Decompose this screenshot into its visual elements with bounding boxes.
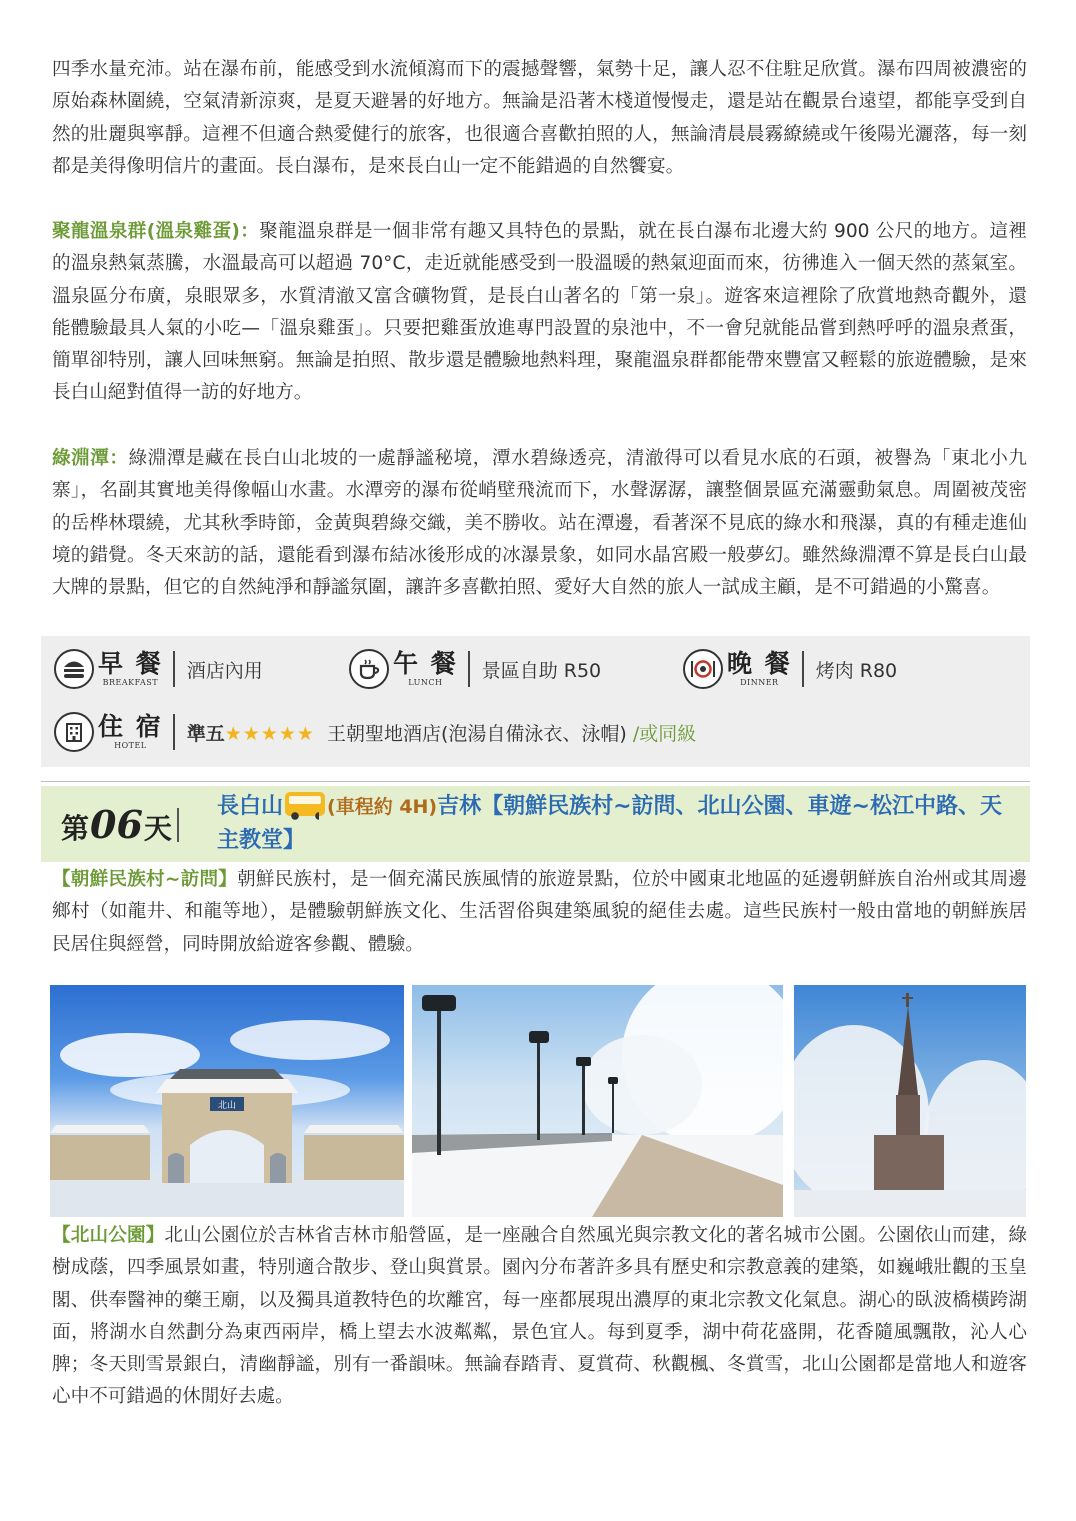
breakfast-value: 酒店內用 xyxy=(186,659,263,682)
gate-sign-text: 北山 xyxy=(217,1101,237,1111)
beishan-park-paragraph: 【北山公園】北山公園位於吉林省吉林市船營區，是一座融合自然風光與宗教文化的著名城市公園。公園依山而建，綠樹成蔭，四季風景如畫，特別適合散步、登山與賞景。園內分布著許多具有歷史和宗教意義的建築，如巍峨壯觀的玉皇閣、供奉醫神的藥王廟，以及獨具道教特色的坎離宮，每一座都展現出濃厚的東北宗教文化氣息。湖心的臥波橋橫跨湖面，將湖水自然劃分為東西兩岸，橋上望去水波粼粼，景色宜人。每到夏季，湖中荷花盛開，花香隨風飄散，沁人心脾；冬天則雪景銀白，清幽靜謐，別有一番韻味。無論春踏青、夏賞荷、秋觀楓、冬賞雪，北山公園都是當地人和遊客心中不可錯過的休閒好去處。 xyxy=(52,1225,1027,1408)
hotel-grade: 準五 xyxy=(186,722,225,745)
dinner-title: 晚 餐 xyxy=(727,649,792,678)
lunch-title: 午 餐 xyxy=(393,649,458,678)
breakfast-en: BREAKFAST xyxy=(102,678,159,687)
day-suffix: 天 xyxy=(143,812,172,845)
burger-icon xyxy=(54,649,94,689)
coffee-cup-icon xyxy=(349,649,389,689)
snowy-park-path-photo xyxy=(412,985,783,1217)
beishan-park-heading: 【北山公園】 xyxy=(52,1225,165,1246)
korean-village-heading: 【朝鮮民族村~訪問】 xyxy=(52,869,238,890)
day-number: 06 xyxy=(90,802,143,847)
green-pool-heading: 綠淵潭： xyxy=(52,448,129,469)
day-divider xyxy=(177,808,179,842)
lunch-item xyxy=(349,649,601,689)
hotel-item xyxy=(54,712,696,752)
day-title-rest: 吉林【朝鮮民族村~訪問、北山公園、車遊~松江中路、天主教堂】 xyxy=(217,794,1002,853)
bus-icon xyxy=(285,792,325,816)
korean-village-paragraph: 【朝鮮民族村~訪問】朝鮮民族村，是一個充滿民族風情的旅遊景點，位於中國東北地區的延邊朝鮮族自治州或其周邊鄉村（如龍井、和龍等地），是體驗朝鮮族文化、生活習俗與建築風貌的絕佳去處。這些民族村一般由當地的朝鮮族居民居住與經營，同時開放給遊客參觀、體驗。 xyxy=(52,869,1027,955)
breakfast-title: 早 餐 xyxy=(98,649,163,678)
lunch-en: LUNCH xyxy=(408,678,443,687)
catholic-church-photo xyxy=(794,985,1026,1217)
dinner-en: DINNER xyxy=(740,678,779,687)
day-header xyxy=(41,786,1030,862)
green-pool-paragraph: 綠淵潭：綠淵潭是藏在長白山北坡的一處靜謐秘境，潭水碧綠透亮，清澈得可以看見水底的石頭，被譽為「東北小九寨」，名副其實地美得像幅山水畫。水潭旁的瀑布從峭壁飛流而下，水聲潺潺，讓整個景區充滿靈動氣息。周圍被茂密的岳桦林環繞，尤其秋季時節，金黃與碧綠交織，美不勝收。站在潭邊，看著深不見底的綠水和飛瀑，真的有種走進仙境的錯覺。冬天來訪的話，還能看到瀑布結冰後形成的冰瀑景象，如同水晶宮殿一般夢幻。雖然綠淵潭不算是長白山最大牌的景點，但它的自然純淨和靜謐氛圍，讓許多喜歡拍照、愛好大自然的旅人一試成主顧，是不可錯過的小驚喜。 xyxy=(52,448,1027,599)
lunch-value: 景區自助 R50 xyxy=(481,659,602,682)
hotel-alt: /或同級 xyxy=(632,722,697,745)
hotel-stars: ★★★★★ xyxy=(224,722,315,745)
waterfall-paragraph: 四季水量充沛。站在瀑布前，能感受到水流傾瀉而下的震撼聲響，氣勢十足，讓人忍不住駐足欣賞。瀑布四周被濃密的原始森林圍繞，空氣清新涼爽，是夏天避暑的好地方。無論是沿著木棧道慢慢走，還是站在觀景台遠望，都能享受到自然的壯麗與寧靜。這裡不但適合熱愛健行的旅客，也很適合喜歡拍照的人，無論清晨晨霧繚繞或午後陽光灑落，每一刻都是美得像明信片的畫面。長白瀑布，是來長白山一定不能錯過的自然饗宴。 xyxy=(52,59,1027,177)
day-duration: (車程約 4H) xyxy=(327,796,438,818)
hotel-name: 王朝聖地酒店(泡湯自備泳衣、泳帽) xyxy=(327,722,627,745)
beishan-gate-photo xyxy=(50,985,404,1217)
hot-spring-heading: 聚龍溫泉群(溫泉雞蛋)： xyxy=(52,221,260,242)
day-from: 長白山 xyxy=(217,794,284,819)
plate-cutlery-icon xyxy=(683,649,723,689)
meal-info-box xyxy=(41,636,1030,767)
divider xyxy=(41,781,1030,782)
hotel-en: HOTEL xyxy=(114,741,147,750)
day-label xyxy=(61,802,172,847)
dinner-item xyxy=(683,649,897,689)
breakfast-item xyxy=(54,649,263,689)
building-icon xyxy=(54,712,94,752)
dinner-value: 烤肉 R80 xyxy=(815,659,898,682)
hotel-title: 住 宿 xyxy=(98,712,163,741)
day-title xyxy=(217,790,1017,858)
day-prefix: 第 xyxy=(61,812,90,845)
hot-spring-paragraph: 聚龍溫泉群(溫泉雞蛋)：聚龍溫泉群是一個非常有趣又具特色的景點，就在長白瀑布北邊大約 900 公尺的地方。這裡的溫泉熱氣蒸騰，水溫最高可以超過 70°C，走近就能感受到一股溫暖的熱氣迎面而來，彷彿進入一個天然的蒸氣室。溫泉區分布廣，泉眼眾多，水質清澈又富含礦物質，是長白山著名的「第一泉」。遊客來這裡除了欣賞地熱奇觀外，還能體驗最具人氣的小吃—「溫泉雞蛋」。只要把雞蛋放進專門設置的泉池中，不一會兒就能品嘗到熱呼呼的溫泉煮蛋，簡單卻特別，讓人回味無窮。無論是拍照、散步還是體驗地熱料理，聚龍溫泉群都能帶來豐富又輕鬆的旅遊體驗，是來長白山絕對值得一訪的好地方。 xyxy=(52,221,1028,404)
hotel-value xyxy=(187,719,697,746)
